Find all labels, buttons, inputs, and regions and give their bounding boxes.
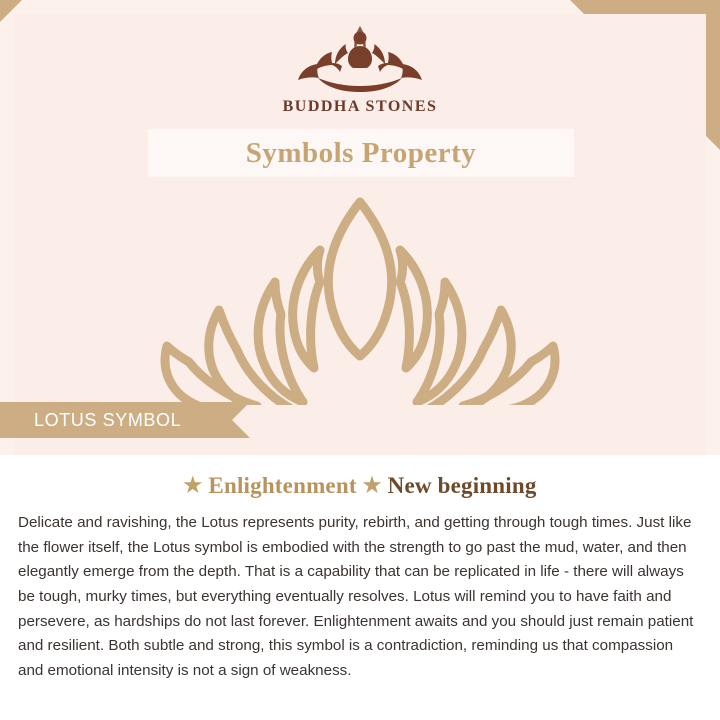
brand-name: BUDDHA STONES bbox=[282, 98, 438, 115]
title-banner bbox=[148, 129, 574, 177]
ribbon-label: LOTUS SYMBOL bbox=[34, 409, 182, 430]
description-card bbox=[0, 455, 720, 720]
section-ribbon bbox=[0, 402, 232, 438]
star-icon: ★ bbox=[183, 473, 203, 497]
description-paragraph: Delicate and ravishing, the Lotus represents purity, rebirth, and getting through tough times. Just like the flower itself, the Lotus symbol is embodied with the strength to go past the mud, water, and then elegantly emerge from the depth. That is a capability that can be replicated in life - there will always be tough, murky times, but everything eventually resolves. Lotus will remind you to have faith and persevere, as hardships do not last forever. Enlightenment awaits and you should just remain patient and resilient. Both subtle and strong, this symbol is a contradiction, reminding us that compassion and emotional intensity is not a sign of weakness. bbox=[18, 514, 694, 679]
subtitle-left: Enlightenment bbox=[208, 473, 357, 498]
star-icon: ★ bbox=[362, 473, 382, 497]
lotus-flower-icon bbox=[145, 190, 575, 405]
subtitle-right: New beginning bbox=[387, 473, 537, 498]
lotus-artwork bbox=[0, 190, 720, 410]
content-subtitle bbox=[0, 473, 720, 499]
brand-block bbox=[0, 22, 720, 116]
page-title: Symbols Property bbox=[245, 136, 477, 169]
lotus-meditation-icon bbox=[280, 22, 440, 94]
